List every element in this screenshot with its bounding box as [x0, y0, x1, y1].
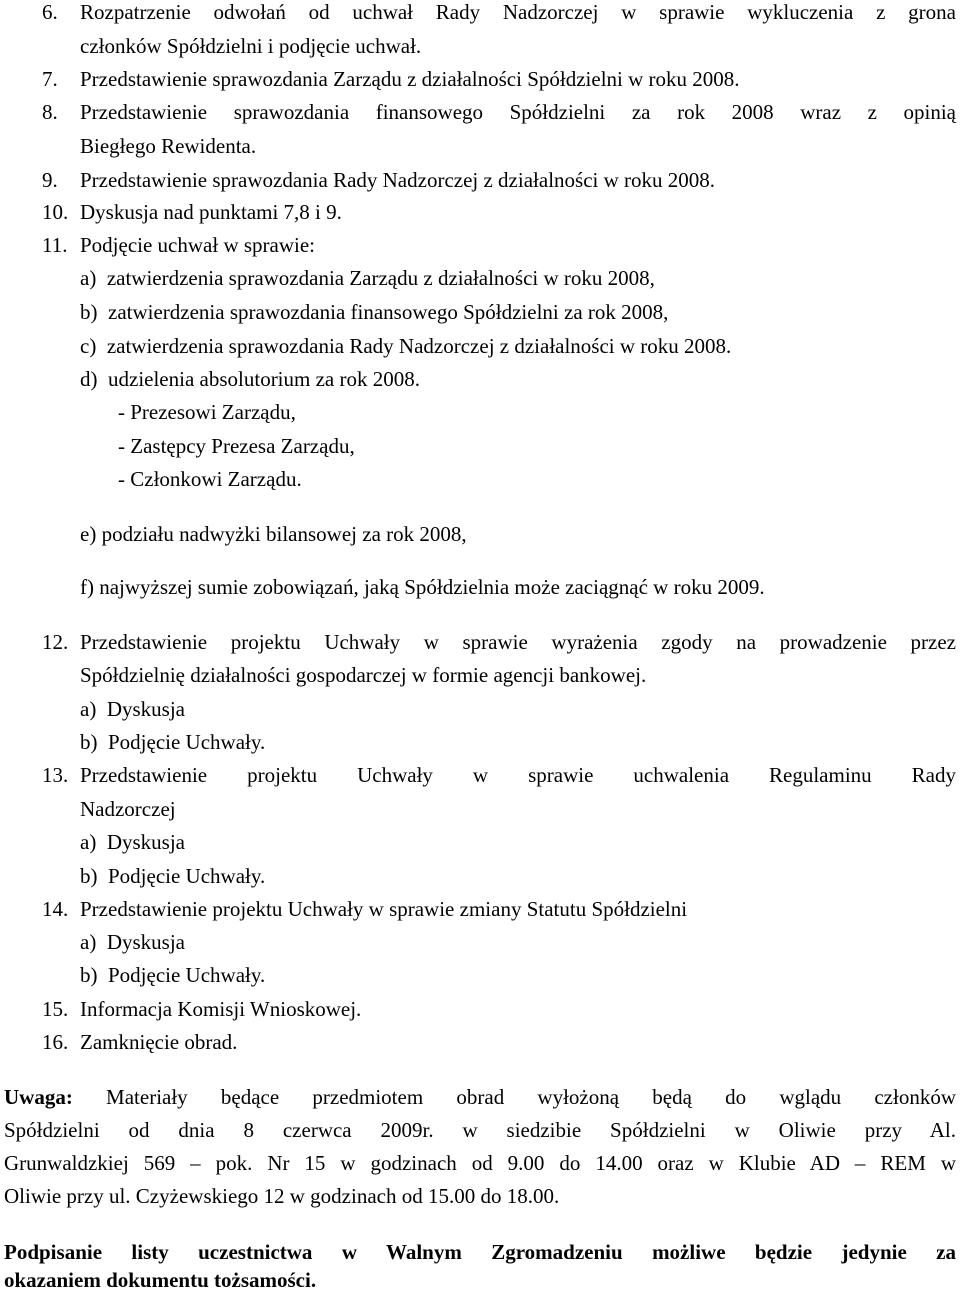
note-label: Uwaga: — [4, 1085, 73, 1109]
agenda-item-13-line-2: Nadzorczej — [80, 797, 176, 821]
agenda-item-14-number: 14. — [42, 897, 69, 921]
agenda-item-16-text: Zamknięcie obrad. — [80, 1030, 238, 1054]
agenda-item-12-sub-b: b) Podjęcie Uchwały. — [80, 730, 266, 754]
agenda-item-11-sub-c: c) zatwierdzenia sprawozdania Rady Nadzorczej z działalności w roku 2008. — [80, 334, 732, 358]
note-line-4: Oliwie przy ul. Czyżewskiego 12 w godzinach od 15.00 do 18.00. — [4, 1184, 560, 1208]
agenda-item-11-sub-f: f) najwyższej sumie zobowiązań, jaką Spółdzielnia może zaciągnąć w roku 2009. — [80, 575, 765, 599]
agenda-item-13-line-1: Przedstawienie projektu Uchwały w sprawie uchwalenia Regulaminu Rady — [80, 763, 956, 787]
agenda-item-7-number: 7. — [42, 67, 58, 91]
agenda-item-11-sub-a: a) zatwierdzenia sprawozdania Zarządu z działalności w roku 2008, — [80, 266, 655, 290]
agenda-item-7-text: Przedstawienie sprawozdania Zarządu z działalności Spółdzielni w roku 2008. — [80, 67, 740, 91]
agenda-item-8-line-1: Przedstawienie sprawozdania finansowego Spółdzielni za rok 2008 wraz z opinią — [80, 100, 956, 124]
note-line-1-text: Materiały będące przedmiotem obrad wyłożoną będą do wglądu członków — [106, 1085, 956, 1109]
agenda-item-9-number: 9. — [42, 168, 58, 192]
agenda-item-6-number: 6. — [42, 0, 58, 24]
agenda-item-13-sub-a: a) Dyskusja — [80, 830, 185, 854]
agenda-item-6-line-2: członków Spółdzielni i podjęcie uchwał. — [80, 34, 422, 58]
agenda-item-10-text: Dyskusja nad punktami 7,8 i 9. — [80, 200, 342, 224]
agenda-item-11-number: 11. — [42, 233, 68, 257]
note-line-1 — [4, 1085, 956, 1109]
agenda-item-12-line-2: Spółdzielnię działalności gospodarczej w formie agencji bankowej. — [80, 663, 647, 687]
agenda-item-13-number: 13. — [42, 763, 69, 787]
agenda-item-14-text: Przedstawienie projektu Uchwały w sprawie zmiany Statutu Spółdzielni — [80, 897, 688, 921]
agenda-item-14-sub-b: b) Podjęcie Uchwały. — [80, 963, 266, 987]
agenda-item-6-line-1: Rozpatrzenie odwołań od uchwał Rady Nadzorczej w sprawie wykluczenia z grona — [80, 0, 956, 24]
agenda-item-12-line-1: Przedstawienie projektu Uchwały w sprawie wyrażenia zgody na prowadzenie przez — [80, 630, 956, 654]
agenda-item-11-sub-d-line-1: - Prezesowi Zarządu, — [118, 400, 296, 424]
agenda-item-15-number: 15. — [42, 997, 69, 1021]
agenda-item-12-number: 12. — [42, 630, 69, 654]
agenda-item-8-line-2: Biegłego Rewidenta. — [80, 134, 257, 158]
agenda-item-11-text: Podjęcie uchwał w sprawie: — [80, 233, 316, 257]
signature-notice-line-2: okazaniem dokumentu tożsamości. — [4, 1268, 317, 1292]
agenda-item-12-sub-a: a) Dyskusja — [80, 697, 185, 721]
agenda-item-14-sub-a: a) Dyskusja — [80, 930, 185, 954]
agenda-item-13-sub-b: b) Podjęcie Uchwały. — [80, 864, 266, 888]
note-line-3: Grunwaldzkiej 569 – pok. Nr 15 w godzinach od 9.00 do 14.00 oraz w Klubie AD – REM w — [4, 1151, 956, 1175]
signature-notice-line-1: Podpisanie listy uczestnictwa w Walnym Zgromadzeniu możliwe będzie jedynie za — [4, 1240, 956, 1264]
agenda-item-9-text: Przedstawienie sprawozdania Rady Nadzorczej z działalności w roku 2008. — [80, 168, 716, 192]
agenda-item-11-sub-d-line-3: - Członkowi Zarządu. — [118, 467, 302, 491]
note-line-2: Spółdzielni od dnia 8 czerwca 2009r. w siedzibie Spółdzielni w Oliwie przy Al. — [4, 1118, 956, 1142]
agenda-item-11-sub-b: b) zatwierdzenia sprawozdania finansowego Spółdzielni za rok 2008, — [80, 300, 669, 324]
agenda-item-8-number: 8. — [42, 100, 58, 124]
agenda-item-16-number: 16. — [42, 1030, 69, 1054]
agenda-item-11-sub-d-line-2: - Zastępcy Prezesa Zarządu, — [118, 434, 355, 458]
agenda-item-10-number: 10. — [42, 200, 69, 224]
agenda-item-15-text: Informacja Komisji Wnioskowej. — [80, 997, 362, 1021]
agenda-item-11-sub-e: e) podziału nadwyżki bilansowej za rok 2008, — [80, 522, 467, 546]
agenda-item-11-sub-d: d) udzielenia absolutorium za rok 2008. — [80, 367, 420, 391]
